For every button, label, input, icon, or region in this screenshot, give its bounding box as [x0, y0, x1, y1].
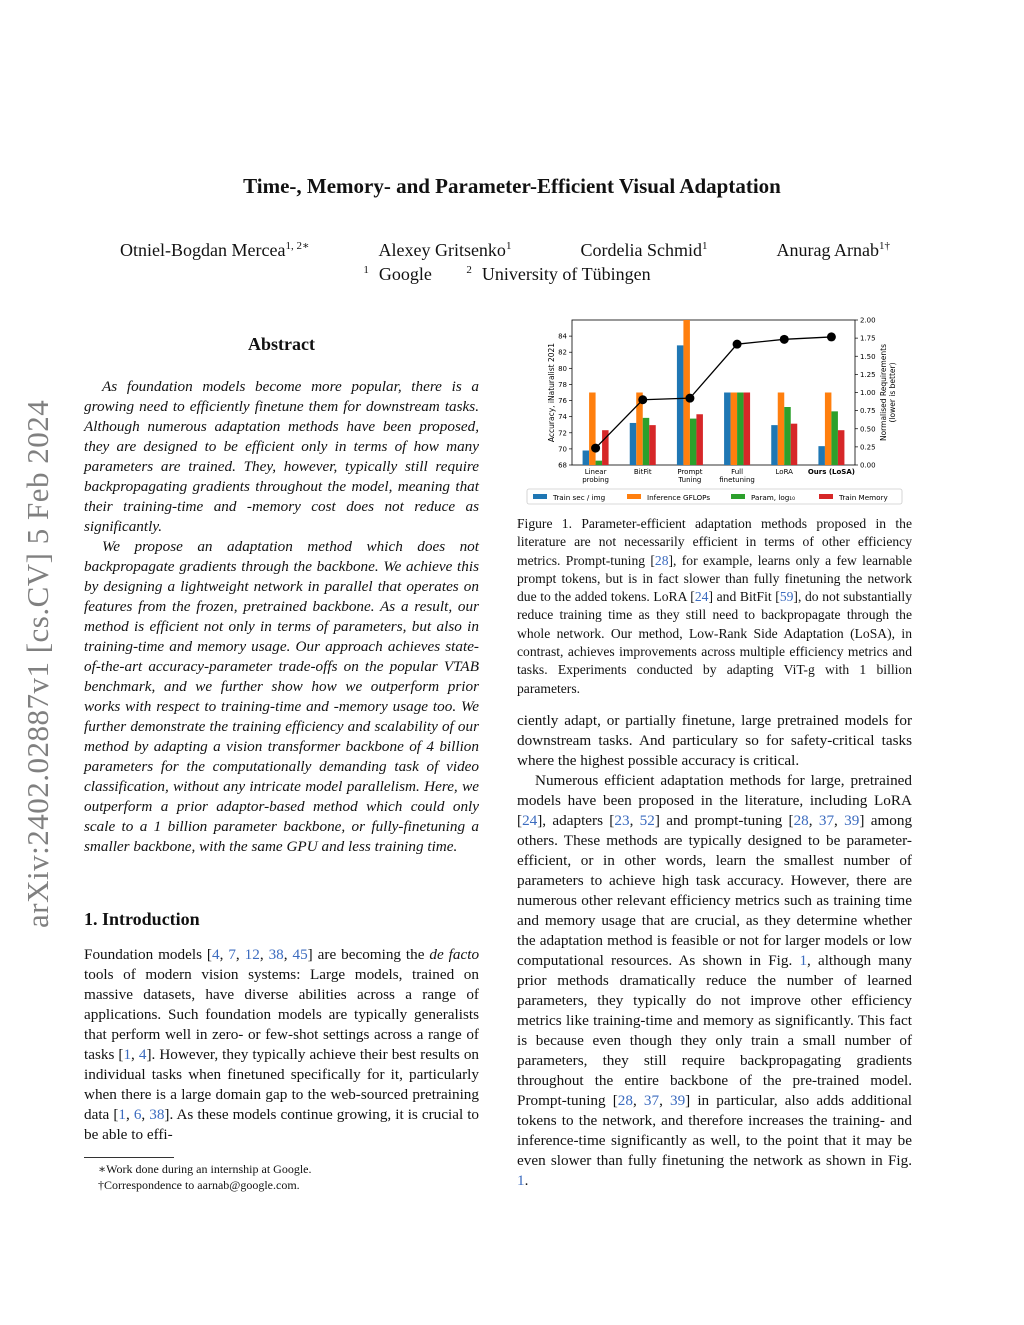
author: Anurag Arnab$^{1\dagger}$ [776, 240, 890, 260]
citation-link[interactable]: 37 [643, 1092, 660, 1109]
y-tick-label-right: 0.00 [860, 461, 876, 470]
citation-link[interactable]: 7 [228, 946, 236, 963]
legend-swatch-0 [533, 494, 547, 499]
citation-link[interactable]: 45 [292, 946, 308, 963]
abstract-body [84, 377, 479, 857]
bar-1 [683, 320, 690, 465]
author: Cordelia Schmid$^1$ [580, 240, 708, 260]
accuracy-point [685, 394, 694, 403]
citation-link[interactable]: 37 [818, 812, 835, 829]
abstract-paragraph: We propose an adaptation method which does not backpropagate gradients through the backbone. We achieve this by designing a lightweight network in parallel that operates on features from the frozen, pretrained backbone. As a result, our method is efficient not only in terms of parameters, but also in training-time and memory usage. Our approach achieves state-of-the-art accuracy-parameter trade-offs on the popular VTAB benchmark, and we further show how we outperform prior works with respect to training-time and -memory usage too. We further demonstrate the training efficiency and scalability of our method by adapting a vision transformer backbone of 4 billion parameters for the computationally demanding task of video classification, without any intricate model parallelism. Here, we outperform a prior adaptor-based method which could only scale to a 1 billion parameter backbone, or fully-finetuning a smaller backbone, with the same GPU and less training time. [84, 538, 479, 855]
bar-3 [838, 430, 845, 465]
y-tick-label-right: 1.50 [860, 352, 876, 361]
citation-link[interactable]: 38 [149, 1106, 165, 1123]
y-tick-label-right: 0.75 [860, 407, 876, 416]
legend-label-0: Train sec / img [553, 493, 606, 502]
bar-2 [643, 418, 650, 465]
plot-frame [572, 320, 855, 465]
body-paragraph: Numerous efficient adaptation methods for large, pretrained models have been proposed in the literature, including LoRA [24], adapters [23, 52] and prompt-tuning [28, 37, 39] among others. These methods are typically designed to be parameter-efficient, or in other words, learn the smallest number of parameters to achieve high task accuracy. However, there are numerous other relevant efficiency metrics such as training time and memory usage that are crucial, as they determine whether the adaptation method is feasible or not for larger models or low computational resources. As shown in Fig. 1, although many prior methods dramatically reduce the number of learned parameters, they typically do not improve other efficiency metrics like training-time and memory as significantly. This fact is because even though they only train a small number of parameters, they still require backpropagating gradients throughout the entire backbone of the pre-trained model. Prompt-tuning [28, 37, 39] in particular, also adds additional tokens to the network, and therefore increases the training- and inference-time significantly as well, to the point that it may be even slower than fully finetuning the network as shown in Fig. 1. [517, 772, 913, 1189]
citation-link[interactable]: 59 [779, 589, 794, 605]
figure-1-chart [517, 312, 907, 507]
legend-label-2: Param, log₁₀ [751, 493, 796, 502]
x-tick-label: LoRA [775, 468, 793, 476]
citation-link[interactable]: 28 [793, 812, 809, 829]
x-tick-label: BitFit [633, 468, 652, 476]
citation-link[interactable]: 24 [522, 812, 538, 829]
accuracy-point [780, 335, 789, 344]
bar-3 [649, 425, 656, 465]
citation-link[interactable]: 23 [614, 812, 630, 829]
bar-0 [677, 345, 684, 465]
y-tick-label-right: 1.75 [860, 334, 876, 343]
citation-link[interactable]: 4 [138, 1046, 147, 1063]
affiliations [0, 264, 1024, 285]
y-tick-label-left: 84 [558, 332, 567, 341]
right-column-body [517, 711, 912, 1191]
bar-1 [731, 393, 738, 466]
accuracy-point [827, 332, 836, 341]
y-tick-label-left: 72 [558, 429, 567, 438]
arxiv-identifier: arXiv:2402.02887v1 [cs.CV] 5 Feb 2024 [20, 399, 55, 928]
bar-1 [589, 393, 596, 466]
accuracy-point [591, 444, 600, 453]
bar-2 [596, 461, 603, 465]
figure-caption: Figure 1. Parameter-efficient adaptation methods proposed in the literature are not necessarily efficient in terms of other efficiency metrics. Prompt-tuning [28], for example, learns only a few learnable prompt tokens, but is in fact slower than fully finetuning the network due to the added tokens. LoRA [24] and BitFit [59], do not substantially reduce training time as they still need to backpropagate through the whole network. Our method, Low-Rank Side Adaptation (LoSA), in contrast, achieves improvements across multiple efficiency metrics and tasks. Experiments conducted by adapting ViT-g with 1 billion parameters. [517, 516, 912, 696]
citation-link[interactable]: 38 [268, 946, 284, 963]
affiliation: $^2$ University of Tübingen [466, 264, 651, 284]
y-axis-label-right: (lower is better) [888, 362, 897, 423]
x-tick-label: Full [731, 468, 744, 476]
accuracy-point [638, 395, 647, 404]
citation-link[interactable]: 24 [694, 589, 709, 605]
footnote: ∗Work done during an internship at Google. [98, 1162, 312, 1176]
bar-3 [696, 414, 703, 465]
legend-swatch-3 [819, 494, 833, 499]
y-tick-label-right: 0.25 [860, 443, 876, 452]
citation-link[interactable]: 12 [244, 946, 260, 963]
author: Alexey Gritsenko$^1$ [378, 240, 512, 260]
x-tick-label: Ours (LoSA) [807, 468, 855, 476]
citation-link[interactable]: 28 [617, 1092, 633, 1109]
citation-link[interactable]: 1 [118, 1106, 126, 1123]
y-tick-label-left: 68 [558, 461, 567, 470]
y-axis-label-left: Accuracy, iNaturalist 2021 [547, 342, 556, 443]
x-tick-label: finetuning [719, 476, 755, 484]
author-list [120, 240, 890, 261]
section-heading-introduction: 1. Introduction [84, 909, 200, 929]
footnote-rule [84, 1157, 174, 1158]
x-tick-label: Prompt [677, 468, 703, 476]
bar-0 [771, 425, 778, 465]
legend-swatch-1 [627, 494, 641, 499]
accuracy-point [733, 340, 742, 349]
abstract-heading: Abstract [248, 334, 315, 354]
bar-1 [825, 393, 832, 466]
legend-swatch-2 [731, 494, 745, 499]
citation-link[interactable]: 4 [211, 946, 220, 963]
x-tick-label: Linear [584, 468, 607, 476]
bar-3 [744, 393, 751, 466]
citation-link[interactable]: 6 [133, 1106, 142, 1123]
footnotes [84, 1161, 311, 1193]
citation-link[interactable]: 1 [123, 1046, 132, 1063]
y-tick-label-left: 78 [558, 380, 567, 389]
citation-link[interactable]: 1 [517, 1172, 525, 1189]
paper-title: Time-, Memory- and Parameter-Efficient Visual Adaptation [243, 174, 781, 198]
intro-paragraph: Foundation models [4, 7, 12, 38, 45] are becoming the de facto tools of modern vision systems: Large models, trained on massive datasets, have diverse abilities across a range of applications. Such foundation models are typically generalists that perform well in zero- or few-shot settings across a range of tasks [1, 4]. However, they typically achieve their best results on individual tasks when finetuned specifically for it, particularly when there is a large domain gap to the web-sourced pretraining data [1, 6, 38]. As these models continue growing, it is crucial to be able to effi- [84, 946, 480, 1143]
y-tick-label-right: 1.25 [860, 370, 876, 379]
citation-link[interactable]: 28 [654, 552, 669, 568]
y-tick-label-right: 0.50 [860, 425, 876, 434]
y-tick-label-left: 76 [558, 397, 567, 406]
abstract-paragraph: As foundation models become more popular, there is a growing need to efficiently finetune them for downstream tasks. Although numerous adaptation methods have been proposed, they are designed to be efficient only in terms of how many parameters are trained. They, however, typically still require backpropagating gradients throughout the model, meaning that their training-time and -memory cost does not reduce as significantly. [84, 378, 479, 535]
body-paragraph: ciently adapt, or partially finetune, large pretrained models for downstream tasks. And particulary so for safety-critical tasks where the highest possible accuracy is critical. [517, 712, 912, 769]
y-tick-label-left: 80 [558, 364, 567, 373]
bar-2 [784, 407, 791, 465]
affiliation: $^1$ Google [363, 264, 432, 284]
bar-0 [818, 446, 825, 465]
y-tick-label-left: 82 [558, 348, 567, 357]
introduction-body [84, 945, 479, 1145]
y-tick-label-left: 74 [558, 413, 567, 422]
x-tick-label: Tuning [678, 476, 702, 484]
citation-link[interactable]: 39 [669, 1092, 686, 1109]
y-axis-label-right: Normalised Requirements [879, 343, 888, 442]
bar-0 [630, 423, 637, 465]
legend-label-1: Inference GFLOPs [647, 493, 711, 502]
bar-0 [724, 393, 731, 466]
citation-link[interactable]: 52 [639, 812, 655, 829]
bar-0 [583, 451, 590, 466]
bar-3 [791, 424, 798, 465]
bar-2 [690, 419, 697, 465]
legend-label-3: Train Memory [839, 493, 888, 502]
author: Otniel-Bogdan Mercea$^{1, 2∗}$ [120, 240, 310, 260]
y-tick-label-left: 70 [558, 445, 567, 454]
x-tick-label: probing [582, 476, 609, 484]
bar-2 [737, 393, 744, 466]
footnote: †Correspondence to aarnab@google.com. [98, 1178, 300, 1192]
bar-2 [831, 411, 838, 465]
y-tick-label-right: 2.00 [860, 316, 876, 325]
citation-link[interactable]: 39 [844, 812, 860, 829]
y-tick-label-right: 1.00 [860, 389, 876, 397]
citation-link[interactable]: 1 [799, 952, 808, 969]
bar-1 [778, 393, 785, 466]
